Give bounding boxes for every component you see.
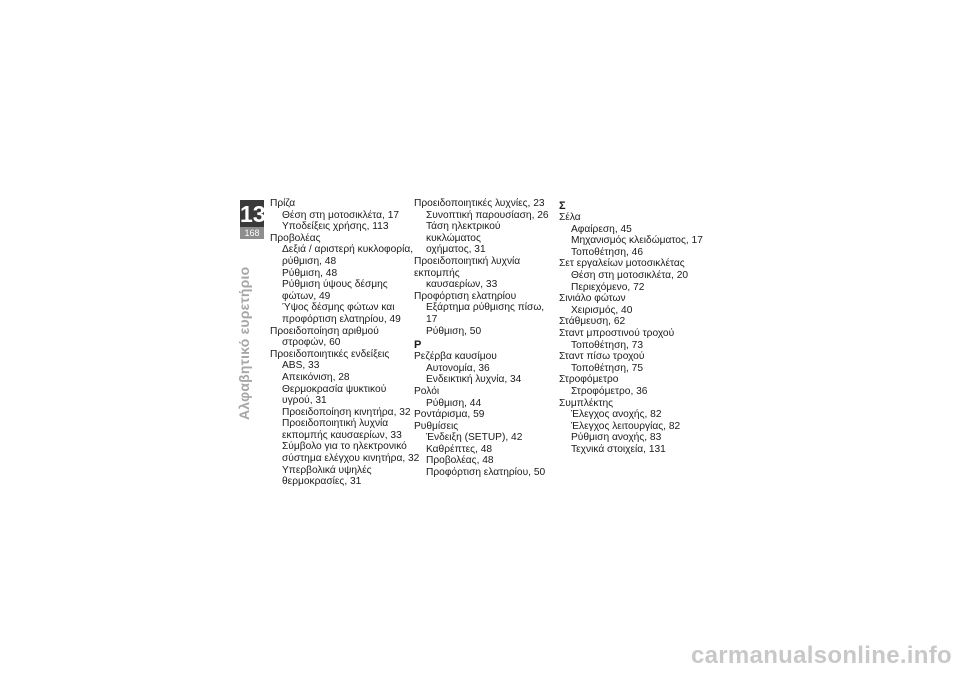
index-entry: Σέλα (559, 212, 581, 223)
index-entry: Σετ εργαλείων μοτοσικλέτας (559, 258, 685, 270)
index-entry: Ρεζέρβα καυσίμου (414, 351, 497, 363)
index-subentry: ABS, 33 (282, 360, 320, 372)
index-subentry: Ενδεικτική λυχνία, 34 (426, 374, 522, 386)
index-subentry: Απεικόνιση, 28 (282, 371, 350, 383)
index-subentry: Συνοπτική παρουσίαση, 26 (426, 209, 549, 221)
index-subentry: Έλεγχος ανοχής, 82 (571, 409, 662, 421)
chapter-number: 13 (240, 201, 266, 227)
index-subentry: Ρύθμιση ύψους δέσμης (282, 279, 388, 291)
index-subentry: Περιεχόμενο, 72 (571, 281, 645, 293)
index-subentry: Θέση στη μοτοσικλέτα, 20 (571, 269, 689, 281)
index-entry: Προειδοποιητικές λυχνίες, 23 (414, 198, 545, 209)
index-subentry: εκπομπής καυσαερίων, 33 (282, 429, 402, 441)
index-column-2 (414, 198, 554, 479)
index-entry: Προειδοποιητική λυχνία εκπομπής (414, 255, 521, 279)
index-subentry: Τεχνικά στοιχεία, 131 (571, 443, 666, 455)
index-entry: Ροντάρισμα, 59 (414, 409, 485, 421)
index-subentry: Τοποθέτηση, 75 (571, 362, 644, 374)
index-entry: Σταντ πίσω τροχού (559, 351, 645, 363)
index-entry: Προειδοποίηση αριθμού (270, 325, 379, 337)
index-entry: Ρολόι (414, 385, 440, 397)
index-entry: Ρυθμίσεις (414, 420, 459, 432)
index-entry: Στροφόμετρο (559, 374, 619, 386)
index-subentry: οχήματος, 31 (426, 244, 486, 256)
index-entry: Σινιάλο φώτων (559, 293, 626, 305)
index-subentry: Προβολέας, 48 (426, 455, 494, 467)
index-subentry: Τοποθέτηση, 73 (571, 339, 644, 351)
index-subentry: στροφών, 60 (282, 337, 341, 349)
index-subentry: σύστημα ελέγχου κινητήρα, 32 (282, 453, 420, 465)
index-subentry: Μηχανισμός κλειδώματος, 17 (571, 235, 703, 247)
index-subentry: ρύθμιση, 48 (282, 255, 337, 267)
index-entry: Στάθμευση, 62 (559, 316, 626, 328)
index-subentry: υγρού, 31 (282, 395, 327, 407)
index-subentry: Προειδοποίηση κινητήρα, 32 (282, 406, 411, 418)
index-subentry: προφόρτιση ελατηρίου, 49 (282, 313, 401, 325)
index-subentry: Αυτονομία, 36 (426, 362, 490, 374)
index-subentry: Τάση ηλεκτρικού κυκλώματος (426, 221, 501, 244)
index-subentry: Τοποθέτηση, 46 (571, 246, 644, 258)
index-letter-heading: Ρ (414, 339, 422, 352)
index-subentry: Ρύθμιση, 44 (426, 397, 482, 409)
index-entry: Πρίζα (270, 198, 296, 209)
index-subentry: Υποδείξεις χρήσης, 113 (282, 221, 389, 233)
index-subentry: Εξάρτημα ρύθμισης πίσω, 17 (426, 302, 545, 325)
index-letter-heading: Σ (559, 200, 566, 212)
index-subentry: φώτων, 49 (282, 290, 331, 302)
index-entry: Προβολέας (270, 232, 321, 244)
index-subentry: Δεξιά / αριστερή κυκλοφορία, (282, 244, 414, 256)
index-subentry: Ρύθμιση, 48 (282, 267, 338, 279)
index-subentry: θερμοκρασίες, 31 (282, 476, 362, 488)
watermark: carmanualsonline.info (690, 642, 952, 669)
index-subentry: Σύμβολο για το ηλεκτρονικό (282, 441, 407, 453)
index-entry: Προειδοποιητικές ενδείξεις (270, 348, 390, 360)
index-subentry: Καθρέπτες, 48 (426, 443, 493, 455)
index-column-3 (559, 198, 709, 455)
index-subentry: Ένδειξη (SETUP), 42 (426, 432, 523, 444)
index-subentry: Στροφόμετρο, 36 (571, 385, 648, 397)
index-subentry: Χειρισμός, 40 (571, 304, 633, 316)
page-number: 168 (240, 227, 264, 239)
index-subentry: Προφόρτιση ελατηρίου, 50 (426, 467, 546, 479)
index-subentry: Θερμοκρασία ψυκτικού (282, 383, 387, 395)
index-subentry: Υπερβολικά υψηλές (282, 464, 372, 476)
index-subentry: καυσαερίων, 33 (426, 279, 498, 291)
index-subentry: Ύψος δέσμης φώτων και (282, 302, 395, 314)
chapter-tab (240, 200, 264, 239)
index-entry: Συμπλέκτης (559, 397, 614, 409)
index-subentry: Ρύθμιση ανοχής, 83 (571, 432, 662, 444)
index-subentry: Αφαίρεση, 45 (571, 223, 632, 235)
index-subentry: Προειδοποιητική λυχνία (282, 418, 389, 430)
index-subentry: Ρύθμιση, 50 (426, 325, 482, 337)
index-entry: Προφόρτιση ελατηρίου (414, 290, 517, 302)
index-column-1 (270, 198, 420, 488)
index-subentry: Έλεγχος λειτουργίας, 82 (571, 420, 681, 432)
index-subentry: Θέση στη μοτοσικλέτα, 17 (282, 209, 400, 221)
index-entry: Σταντ μπροστινού τροχού (559, 327, 675, 339)
